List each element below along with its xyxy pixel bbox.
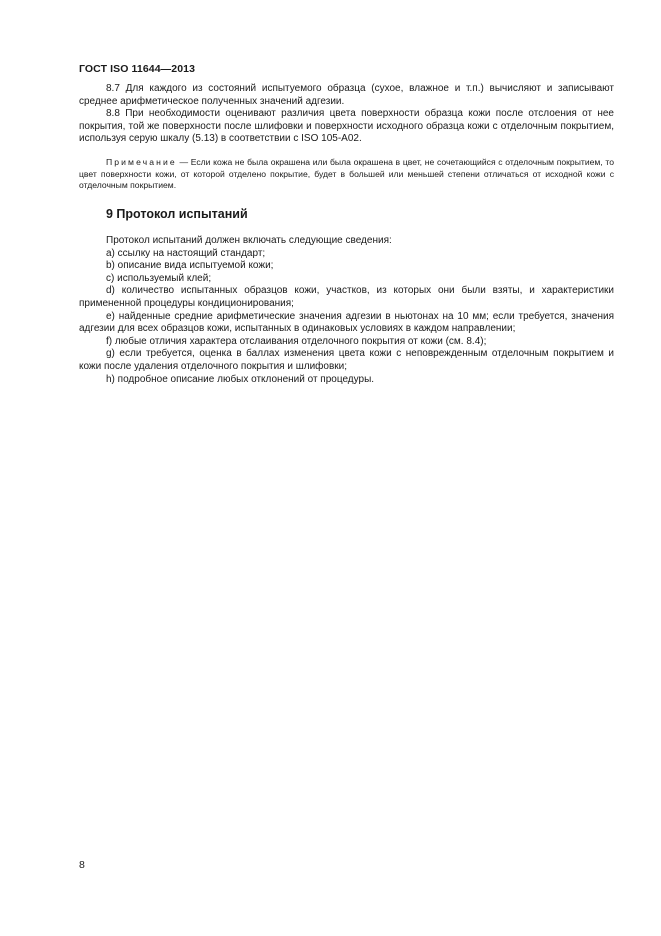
list-item-c: c) используемый клей; <box>106 272 212 284</box>
list-item-f: f) любые отличия характера отслаивания отделочного покрытия от кожи (см. 8.4); <box>106 335 487 347</box>
page-number: 8 <box>79 859 85 871</box>
list-item-g: g) если требуется, оценка в баллах изменения цвета кожи с неповрежденным отделочным покрытием и кожи после удаления отделочного покрытия и шлифовки; <box>79 348 614 372</box>
list-item-e: e) найденные средние арифметические значения адгезии в ньютонах на 10 мм; если требуется, значения адгезии для всех образцов кожи, испытанных в одинаковых условиях в каждом направлении; <box>79 310 614 335</box>
section-9-title: 9 Протокол испытаний <box>106 207 248 221</box>
document-header: ГОСТ ISO 11644—2013 <box>79 63 196 75</box>
section-9-body <box>79 235 614 386</box>
list-item-b: b) описание вида испытуемой кожи; <box>106 260 274 272</box>
paragraph-8-7: 8.7 Для каждого из состояний испытуемого образца (сухое, влажное и т.п.) вычисляют и записывают среднее арифметическое полученных значений адгезии. <box>79 83 614 107</box>
clause-8-block <box>79 83 614 146</box>
list-item-a: a) ссылку на настоящий стандарт; <box>106 247 266 259</box>
note-text: — Если кожа не была окрашена или была окрашена в цвет, не сочетающийся с отделочным покрытием, то цвет поверхности кожи, от которой отделено покрытие, будет в большей или меньшей степени отличаться от исходной кожи с отделочным покрытием. <box>79 157 614 191</box>
note-paragraph <box>79 157 614 192</box>
section-9-intro: Протокол испытаний должен включать следующие сведения: <box>106 235 392 246</box>
list-item-d: d) количество испытанных образцов кожи, участков, из которых они были взяты, и характеристики примененной процедуры кондиционирования; <box>79 285 614 309</box>
paragraph-8-8: 8.8 При необходимости оценивают различия цвета поверхности образца кожи после отслоения от нее покрытия, той же поверхности после шлифовки и поверхности исходного образца кожи с отделочным покрытием, используя серую шкалу (5.13) в соответствии с ISO 105-A02. <box>79 108 614 145</box>
note-label: Примечание <box>106 157 177 167</box>
list-item-h: h) подробное описание любых отклонений от процедуры. <box>106 373 375 385</box>
